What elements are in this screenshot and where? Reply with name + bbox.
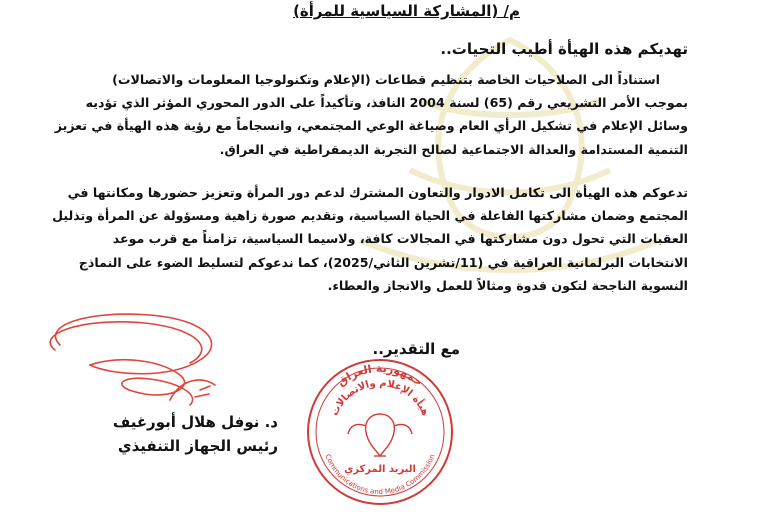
paragraph-2-line: الانتخابات البرلمانية العراقية في (11/تشرين الثاني/2025)، كما ندعوكم لتسليط الضوء على النماذج xyxy=(78,254,688,270)
handwritten-signature xyxy=(30,305,230,415)
paragraph-1-line: استناداً الى الصلاحيات الخاصة بتنظيم قطاعات (الإعلام وتكنولوجيا المعلومات والاتصالات) xyxy=(112,72,660,87)
paragraph-2-line: المجتمع وضمان مشاركتها الفاعلة في الحياة السياسية، وتقديم صورة زاهية ومسؤولة عن المرأة وتذليل xyxy=(52,208,688,224)
paragraph-1-line: وسائل الإعلام في تشكيل الرأي العام وصياغة الوعي المجتمعي، وانسجاماً مع رؤية هذه الهيأة في تعزيز xyxy=(54,118,688,134)
seal-org-text: هيأة الإعلام والاتصالات xyxy=(329,377,431,418)
paragraph-1-line: بموجب الأمر التشريعي رقم (65) لسنة 2004 النافذ، وتأكيداً على الدور المحوري المؤثر الذي تؤديه xyxy=(85,95,688,111)
eagle-emblem-icon xyxy=(348,414,412,456)
seal-top-text: جمهورية العراق xyxy=(334,361,426,389)
paragraph-1 xyxy=(54,68,688,161)
paragraph-2 xyxy=(52,181,688,297)
signer-title: رئيس الجهاز التنفيذي xyxy=(117,437,278,455)
seal-bottom-text: البريد المركزي xyxy=(344,464,416,475)
signer-name: د. نوفل هلال أبورغيف xyxy=(112,413,278,431)
letter-subject: م/ (المشاركة السياسية للمرأة) xyxy=(293,2,520,20)
paragraph-2-line: تدعوكم هذه الهيأة الى تكامل الادوار والتعاون المشترك لدعم دور المرأة وتعزيز حضورها ومكانتها في xyxy=(67,185,688,200)
official-seal xyxy=(300,352,460,512)
paragraph-2-line: النسوية الناجحة لتكون قدوة ومثالاً للعمل والانجاز والعطاء. xyxy=(327,277,688,293)
seal-english-text: Communications and Media Commission xyxy=(323,453,437,497)
paragraph-2-line: العقبات التي تحول دون مشاركتها في المجالات كافة، ولاسيما السياسية، تزامناً مع قرب موعد xyxy=(112,231,688,247)
greeting-line: تهديكم هذه الهيأة أطيب التحيات.. xyxy=(440,40,688,58)
closing-line: مع التقدير.. xyxy=(372,340,460,358)
signer-block xyxy=(78,410,278,458)
paragraph-1-line: التنمية المستدامة والعدالة الاجتماعية لصالح التجربة الديمقراطية في العراق. xyxy=(219,141,688,157)
